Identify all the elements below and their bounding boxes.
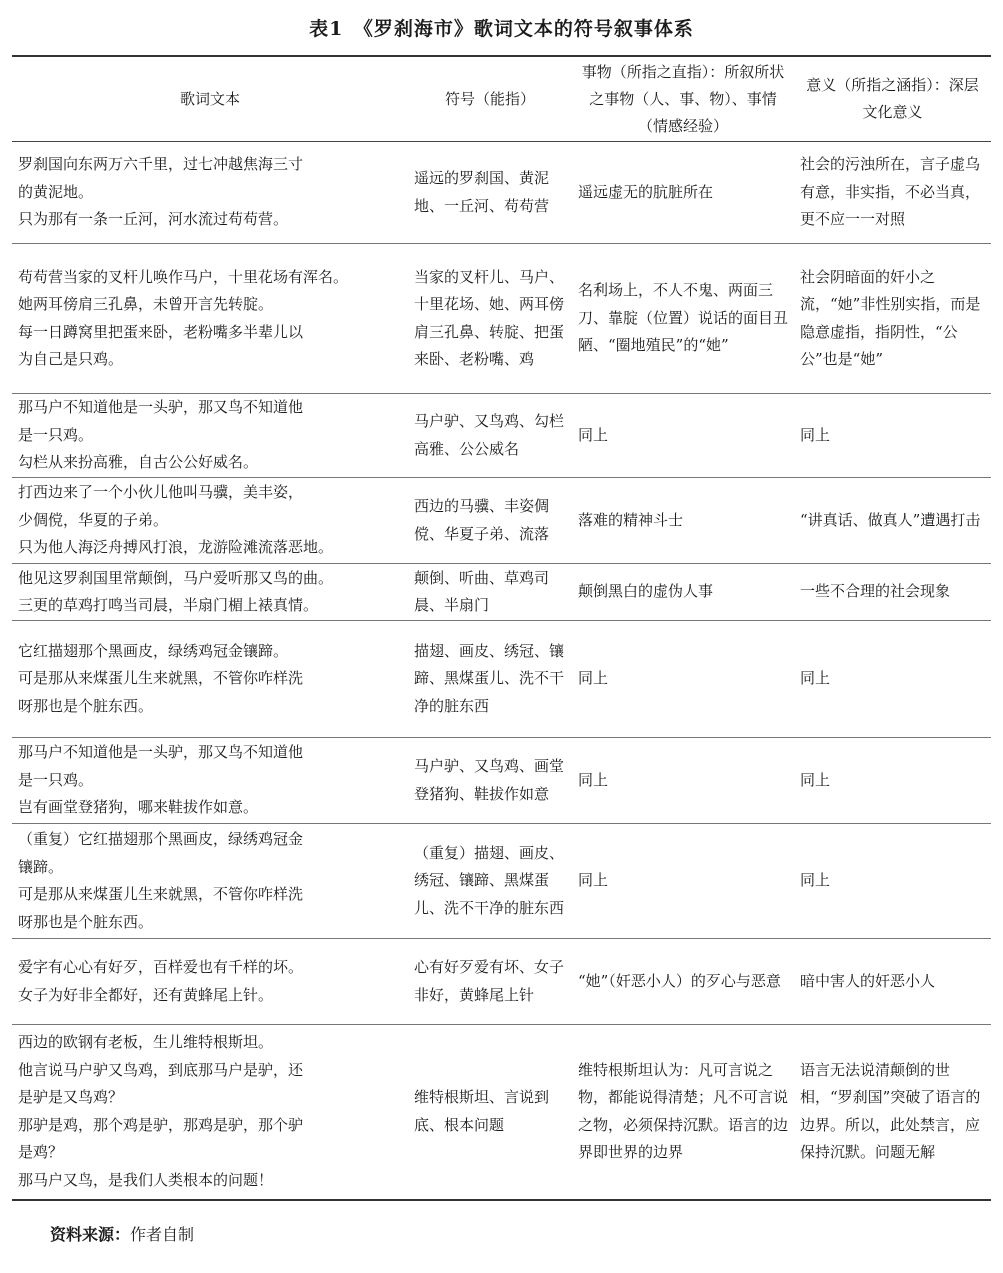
cell-lyric (12, 939, 408, 1025)
table-row (12, 142, 991, 244)
cell-sign: 颠倒、听曲、草鸡司晨、半扇门 (408, 564, 572, 621)
cell-sign: 心有好歹爱有坏、女子非好，黄蜂尾上针 (408, 939, 572, 1025)
table-header-row (12, 56, 991, 142)
lyric-line: 是驴是又鸟鸡？ (18, 1088, 124, 1107)
lyric-line: 三更的草鸡打鸣当司晨，半扇门楣上裱真情。 (18, 596, 319, 614)
cell-meaning: 社会阴暗面的奸小之流，“她”非性别实指，而是隐意虚指，指阴性，“公公”也是“她” (794, 244, 991, 394)
lyric-line: 每一日蹲窝里把蛋来卧，老粉嘴多半辈儿以 (18, 322, 304, 341)
lyric-line: 是鸡？ (18, 1143, 64, 1162)
table-row (12, 244, 991, 394)
table-row (12, 824, 991, 939)
table-title: 表1 《罗刹海市》歌词文本的符号叙事体系 (309, 18, 694, 40)
table-row (12, 478, 991, 564)
cell-meaning: 一些不合理的社会现象 (794, 564, 991, 621)
lyric-line: 可是那从来煤蛋儿生来就黑，不管你咋样洗 (18, 669, 304, 688)
lyric-line: 只为他人海泛舟搏风打浪，龙游险滩流落恶地。 (18, 538, 334, 557)
header-thing: 事物（所指之直指）：所叙所状之事物（人、事、物）、事情（情感经验） (572, 56, 794, 142)
lyric-line: 呀那也是个脏东西。 (18, 696, 154, 715)
lyric-line: 他见这罗刹国里常颠倒，马户爱听那又鸟的曲。 (18, 568, 334, 587)
cell-lyric (12, 142, 408, 244)
header-sign: 符号（能指） (408, 56, 572, 142)
cell-meaning: 同上 (794, 738, 991, 824)
cell-thing: “她”（奸恶小人）的歹心与恶意 (572, 939, 794, 1025)
cell-lyric (12, 478, 408, 564)
lyric-line: 那马户不知道他是一头驴，那又鸟不知道他 (18, 743, 304, 762)
table-row (12, 939, 991, 1025)
lyric-line: 是一只鸡。 (18, 425, 94, 444)
cell-lyric (12, 738, 408, 824)
cell-meaning: 社会的污浊所在，言子虚乌有意，非实指，不必当真，更不应一一对照 (794, 142, 991, 244)
header-lyric: 歌词文本 (12, 56, 408, 142)
cell-lyric (12, 564, 408, 621)
cell-sign: 遥远的罗刹国、黄泥地、一丘河、苟苟营 (408, 142, 572, 244)
cell-lyric (12, 244, 408, 394)
cell-meaning: 同上 (794, 621, 991, 738)
lyric-line: 镶蹄。 (18, 857, 64, 876)
table-row (12, 738, 991, 824)
lyric-line: 她两耳傍肩三孔鼻，未曾开言先转腚。 (18, 295, 274, 313)
cell-lyric (12, 824, 408, 939)
cell-lyric (12, 1025, 408, 1200)
lyric-line: 女子为好非全都好，还有黄蜂尾上针。 (18, 985, 274, 1004)
lyric-line: （重复）它红描翅那个黑画皮，绿绣鸡冠金 (18, 830, 304, 848)
lyric-line: 少倜傥，华夏的子弟。 (18, 510, 169, 529)
lyric-line: 那马户不知道他是一头驴，那又鸟不知道他 (18, 398, 304, 417)
lyric-line: 是一只鸡。 (18, 770, 94, 789)
lyric-line: 它红描翅那个黑画皮，绿绣鸡冠金镶蹄。 (18, 641, 289, 660)
table-body (12, 142, 991, 1200)
table-row (12, 1025, 991, 1200)
cell-sign: 西边的马骥、丰姿倜傥、华夏子弟、流落 (408, 478, 572, 564)
source-label: 资料来源： (50, 1227, 131, 1244)
table-row (12, 394, 991, 478)
cell-thing: 名利场上，不人不鬼、两面三刀、靠腚（位置）说话的面目丑陋、“圈地殖民”的“她” (572, 244, 794, 394)
cell-thing: 同上 (572, 824, 794, 939)
cell-sign: 描翅、画皮、绣冠、镶蹄、黑煤蛋儿、洗不干净的脏东西 (408, 621, 572, 738)
lyric-line: 呀那也是个脏东西。 (18, 912, 154, 931)
cell-lyric (12, 394, 408, 478)
cell-meaning: “讲真话、做真人”遭遇打击 (794, 478, 991, 564)
narrative-table (12, 55, 991, 1201)
lyric-line: 那马户又鸟，是我们人类根本的问题！ (18, 1170, 274, 1189)
cell-lyric (12, 621, 408, 738)
cell-meaning: 暗中害人的奸恶小人 (794, 939, 991, 1025)
cell-thing: 落难的精神斗士 (572, 478, 794, 564)
table-row (12, 621, 991, 738)
cell-meaning: 语言无法说清颠倒的世相，“罗刹国”突破了语言的边界。所以，此处禁言，应保持沉默。问题无解 (794, 1025, 991, 1200)
lyric-line: 他言说马户驴又鸟鸡，到底那马户是驴，还 (18, 1060, 304, 1079)
lyric-line: 为自己是只鸡。 (18, 350, 124, 368)
header-meaning: 意义（所指之涵指）：深层文化意义 (794, 56, 991, 142)
cell-sign: 当家的叉杆儿、马户、十里花场、她、两耳傍肩三孔鼻、转腚、把蛋来卧、老粉嘴、鸡 (408, 244, 572, 394)
cell-sign: 马户驴、又鸟鸡、画堂登猪狗、鞋拔作如意 (408, 738, 572, 824)
cell-thing: 同上 (572, 394, 794, 478)
lyric-line: 岂有画堂登猪狗，哪来鞋拔作如意。 (18, 798, 259, 817)
cell-thing: 同上 (572, 738, 794, 824)
cell-sign: 维特根斯坦、言说到底、根本问题 (408, 1025, 572, 1200)
cell-meaning: 同上 (794, 824, 991, 939)
lyric-line: 勾栏从来扮高雅，自古公公好威名。 (18, 453, 259, 472)
lyric-line: 爱字有心心有好歹，百样爱也有千样的坏。 (18, 958, 304, 976)
cell-thing: 维特根斯坦认为：凡可言说之物，都能说得清楚；凡不可言说之物，必须保持沉默。语言的边界即世界的边界 (572, 1025, 794, 1200)
lyric-line: 罗刹国向东两万六千里，过七冲越焦海三寸 (18, 155, 304, 174)
cell-meaning: 同上 (794, 394, 991, 478)
lyric-line: 只为那有一条一丘河，河水流过苟苟营。 (18, 210, 289, 229)
lyric-line: 的黄泥地。 (18, 182, 94, 201)
cell-thing: 同上 (572, 621, 794, 738)
lyric-line: 苟苟营当家的叉杆儿唤作马户，十里花场有浑名。 (18, 267, 349, 286)
lyric-line: 打西边来了一个小伙儿他叫马骥，美丰姿， (18, 483, 304, 502)
cell-thing: 颠倒黑白的虚伪人事 (572, 564, 794, 621)
lyric-line: 西边的欧钢有老板，生儿维特根斯坦。 (18, 1033, 274, 1052)
lyric-line: 那驴是鸡，那个鸡是驴，那鸡是驴，那个驴 (18, 1115, 304, 1134)
table-row (12, 564, 991, 621)
cell-sign: （重复）描翅、画皮、绣冠、镶蹄、黑煤蛋儿、洗不干净的脏东西 (408, 824, 572, 939)
source-note (50, 1222, 194, 1245)
cell-thing: 遥远虚无的肮脏所在 (572, 142, 794, 244)
source-text: 作者自制 (130, 1227, 195, 1244)
cell-sign: 马户驴、又鸟鸡、勾栏高雅、公公威名 (408, 394, 572, 478)
lyric-line: 可是那从来煤蛋儿生来就黑，不管你咋样洗 (18, 885, 304, 903)
